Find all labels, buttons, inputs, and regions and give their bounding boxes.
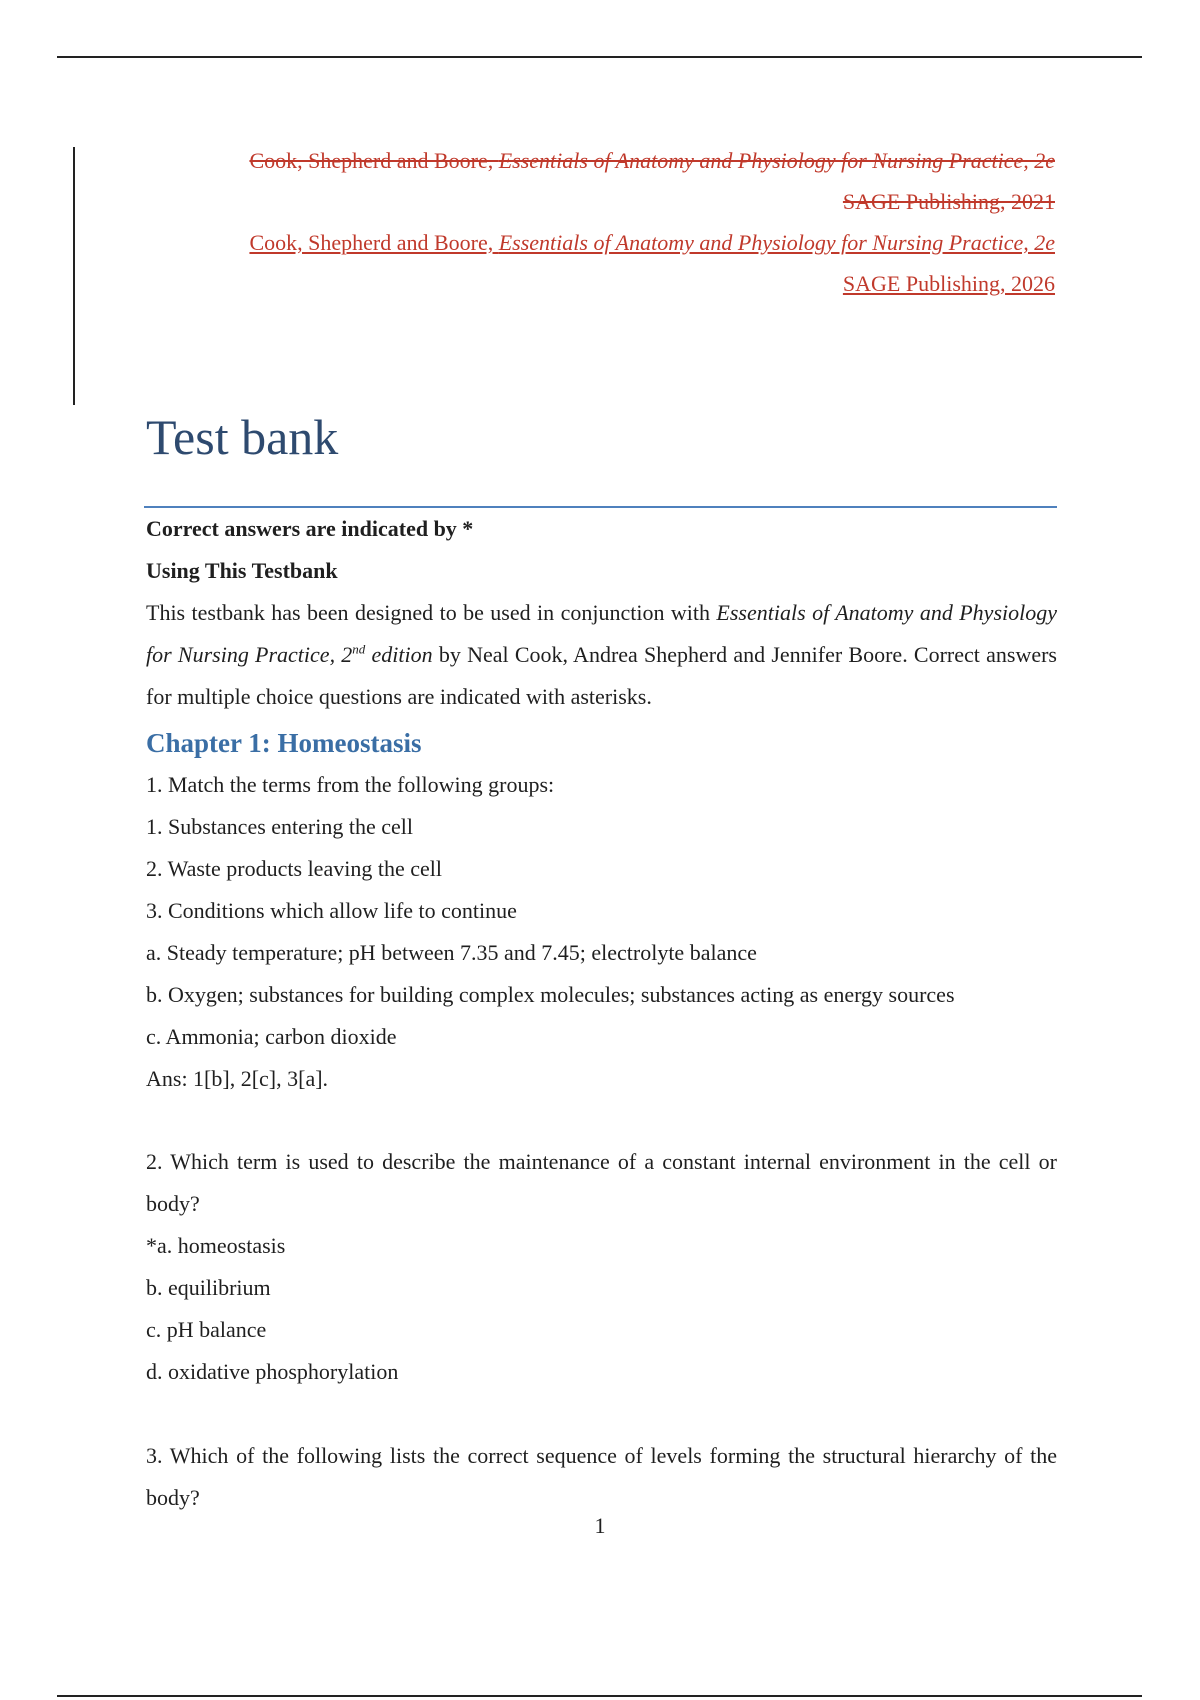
intro-edition: edition [365, 642, 433, 667]
question-prompt: 3. Which of the following lists the correct sequence of levels forming the structural hierarchy of the body? [146, 1443, 1057, 1510]
inserted-citation [135, 222, 1055, 263]
correct-answers-note: Correct answers are indicated by * [146, 516, 474, 541]
question-2 [146, 1141, 1057, 1393]
spacer [146, 1100, 1057, 1141]
inserted-citation-book: Essentials of Anatomy and Physiology for Nursing Practice, 2e [498, 230, 1055, 255]
question-prompt: 2. Which term is used to describe the maintenance of a constant internal environment in the cell or body? [146, 1149, 1057, 1216]
intro-paragraph [146, 592, 1057, 718]
chapter-heading: Chapter 1: Homeostasis [146, 728, 422, 758]
answer-option: b. equilibrium [146, 1275, 271, 1300]
using-testbank-heading: Using This Testbank [146, 558, 338, 583]
deleted-citation [135, 140, 1055, 181]
list-item: 2. Waste products leaving the cell [146, 856, 442, 881]
list-item: 1. Substances entering the cell [146, 814, 413, 839]
intro-superscript: nd [352, 641, 366, 657]
question-3 [146, 1435, 1057, 1519]
citation-header [135, 140, 1055, 304]
list-item: a. Steady temperature; pH between 7.35 and 7.45; electrolyte balance [146, 940, 757, 965]
intro-book-title-text: Essentials of Anatomy and Physiology for Nursing Practice, 2 [146, 600, 1058, 667]
revision-change-bar [73, 147, 75, 405]
list-item: 3. Conditions which allow life to continue [146, 898, 517, 923]
deleted-citation-authors: Cook, Shepherd and Boore, [249, 148, 499, 173]
bottom-page-rule [57, 1695, 1142, 1697]
question-prompt: 1. Match the terms from the following groups: [146, 772, 555, 797]
spacer [146, 1393, 1057, 1435]
deleted-citation-publisher: SAGE Publishing, 2021 [842, 189, 1055, 214]
answer-option: *a. homeostasis [146, 1233, 286, 1258]
answer-option: c. pH balance [146, 1317, 267, 1342]
intro-text-part2: by Neal Cook, Andrea Shepherd and Jennifer Boore. Correct answers for multiple choice questions are indicated with asterisks. [146, 642, 1057, 709]
deleted-citation-book: Essentials of Anatomy and Physiology for Nursing Practice, 2e [498, 148, 1055, 173]
list-item: b. Oxygen; substances for building complex molecules; substances acting as energy sources [146, 982, 955, 1007]
page-number: 1 [594, 1513, 606, 1538]
list-item: c. Ammonia; carbon dioxide [146, 1024, 397, 1049]
answer-option: d. oxidative phosphorylation [146, 1359, 399, 1384]
page-title: Test bank [146, 409, 339, 465]
answer-key: Ans: 1[b], 2[c], 3[a]. [146, 1066, 329, 1091]
top-page-rule [57, 56, 1142, 58]
document-body [146, 405, 1057, 1519]
inserted-citation-authors: Cook, Shepherd and Boore, [249, 230, 499, 255]
intro-text-part1: This testbank has been designed to be used in conjunction with [146, 600, 717, 625]
question-1 [146, 764, 1057, 1100]
inserted-citation-publisher: SAGE Publishing, 2026 [842, 271, 1055, 296]
